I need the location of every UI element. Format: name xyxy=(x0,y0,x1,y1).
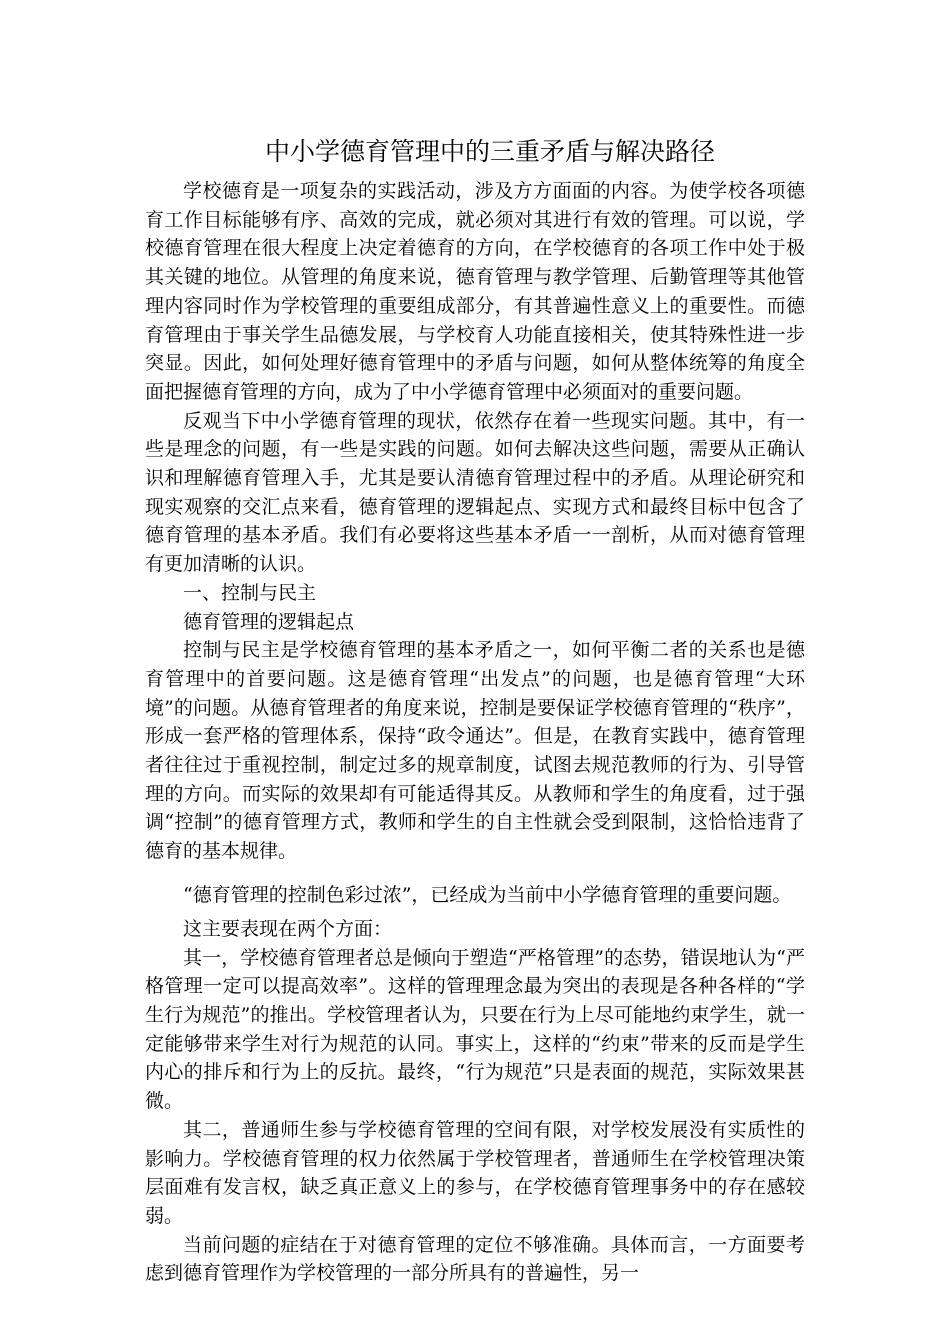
document-title: 中小学德育管理中的三重矛盾与解决路径 xyxy=(264,137,715,166)
paragraph-problem-crux: 当前问题的症结在于对德育管理的定位不够准确。具体而言，一方面要考虑到德育管理作为学校管理的一部分所具有的普遍性，另一 xyxy=(145,1233,805,1285)
paragraph-control-democracy: 控制与民主是学校德育管理的基本矛盾之一，如何平衡二者的关系也是德育管理中的首要问题。这是德育管理“出发点”的问题，也是德育管理“大环境”的问题。从德育管理者的角度来说，控制是要保证学校德育管理的“秩序”，形成一套严格的管理体系，保持“政令通达”。但是，在教育实践中，德育管理者往往过于重视控制，制定过多的规章制度，试图去规范教师的行为、引导管理的方向。而实际的效果却有可能适得其反。从教师和学生的角度看，过于强调“控制”的德育管理方式，教师和学生的自主性就会受到限制，这恰恰违背了德育的基本规律。 xyxy=(145,639,805,863)
section-heading-control-democracy: 一、控制与民主 xyxy=(183,581,317,604)
paragraph-second-aspect: 其二，普通师生参与学校德育管理的空间有限，对学校发展没有实质性的影响力。学校德育管理的权力依然属于学校管理者，普通师生在学校管理决策层面难有发言权，缺乏真正意义上的参与，在学校德育管理事务中的存在感较弱。 xyxy=(145,1118,805,1227)
document-page xyxy=(145,135,805,1288)
paragraph-two-aspects: 这主要表现在两个方面： xyxy=(183,917,393,940)
subsection-heading-logical-start: 德育管理的逻辑起点 xyxy=(183,610,355,633)
paragraph-first-aspect: 其一，学校德育管理者总是倾向于塑造“严格管理”的态势，错误地认为“严格管理一定可以提高效率”。这样的管理理念最为突出的表现是各种各样的“学生行为规范”的推出。学校管理者认为，只要在行为上尽可能地约束学生，就一定能够带来学生对行为规范的认同。事实上，这样的“约束”带来的反而是学生内心的排斥和行为上的反抗。最终，“行为规范”只是表面的规范，实际效果甚微。 xyxy=(145,946,805,1113)
paragraph-intro: 学校德育是一项复杂的实践活动，涉及方方面面的内容。为使学校各项德育工作目标能够有序、高效的完成，就必须对其进行有效的管理。可以说，学校德育管理在很大程度上决定着德育的方向，在学校德育的各项工作中处于极其关键的地位。从管理的角度来说，德育管理与教学管理、后勤管理等其他管理内容同时作为学校管理的重要组成部分，有其普遍性意义上的重要性。而德育管理由于事关学生品德发展，与学校育人功能直接相关，使其特殊性进一步突显。因此，如何处理好德育管理中的矛盾与问题，如何从整体统筹的角度全面把握德育管理的方向，成为了中小学德育管理中必须面对的重要问题。 xyxy=(145,180,805,403)
paragraph-quote-control: “德育管理的控制色彩过浓”，已经成为当前中小学德育管理的重要问题。 xyxy=(183,883,792,906)
paragraph-current-status: 反观当下中小学德育管理的现状，依然存在着一些现实问题。其中，有一些是理念的问题，有一些是实践的问题。如何去解决这些问题，需要从正确认识和理解德育管理入手，尤其是要认清德育管理过程中的矛盾。从理论研究和现实观察的交汇点来看，德育管理的逻辑起点、实现方式和最终目标中包含了德育管理的基本矛盾。我们有必要将这些基本矛盾一一剖析，从而对德育管理有更加清晰的认识。 xyxy=(145,409,805,576)
